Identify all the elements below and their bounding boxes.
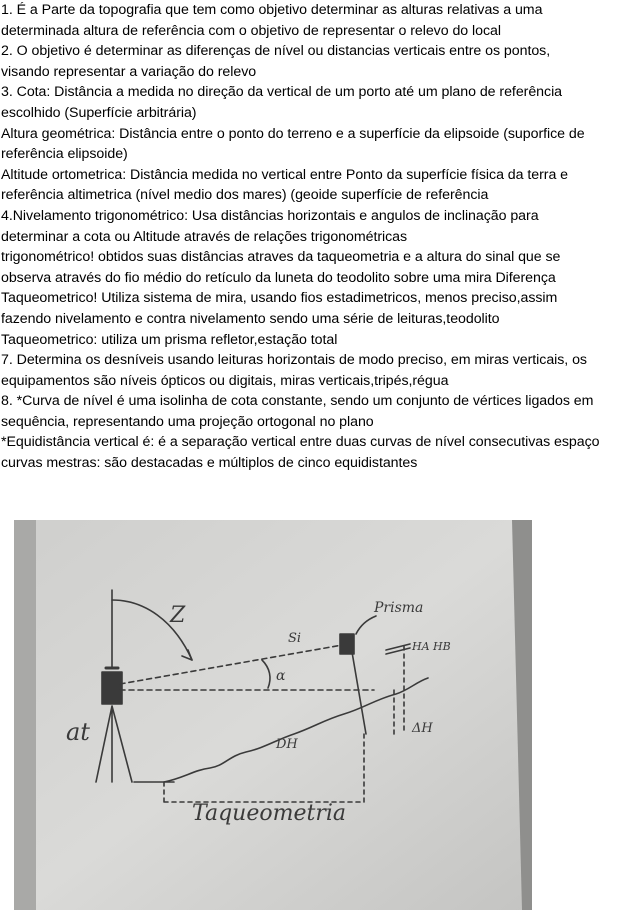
prism-icon (340, 634, 354, 654)
note-line: 3. Cota: Distância a medida no direção da vertical de um porto até um plano de referência (1, 84, 563, 101)
notes-text (1, 0, 625, 474)
note-line: 7. Determina os desníveis usando leituras horizontais de modo preciso, em miras verticais, os (1, 352, 587, 369)
note-line: Taqueometrico: utiliza um prisma refletor,estação total (1, 331, 338, 348)
angle-label: α (276, 668, 286, 684)
instrument-height-label: at (66, 718, 90, 746)
note-line: 4.Nivelamento trigonométrico: Usa distâncias horizontais e angulos de inclinação para (1, 207, 539, 224)
note-line: Taqueometrico! Utiliza sistema de mira, usando fios estadimetricos, menos preciso,assim (1, 290, 558, 307)
sketch-drawing (14, 520, 532, 910)
note-line: visando representar a variação do relevo (1, 63, 257, 80)
paper-shadow (14, 520, 36, 910)
note-line: 1. É a Parte da topografia que tem como objetivo determinar as alturas relativas a uma (1, 2, 543, 18)
theodolite-icon (102, 672, 122, 704)
height-difference-label: ΔH (412, 721, 433, 736)
note-line: Altitude ortometrica: Distância medida no vertical entre Ponto da superfície física da terra e (1, 166, 569, 183)
prism-label: Prisma (374, 600, 424, 616)
caption-label: Taqueometria (192, 801, 346, 826)
paper-background (14, 520, 532, 910)
note-line: referência elipsoide) (1, 146, 128, 163)
zenith-label: Z (170, 603, 186, 628)
signal-heights-label: HA HB (412, 640, 451, 653)
note-line: determinar a cota ou Altitude através de relações trigonométricas (1, 228, 408, 245)
note-line: Altura geométrica: Distância entre o ponto do terreno e a superfície da elipsoide (suporfice de (1, 125, 585, 142)
slope-distance-label: Si (288, 631, 302, 646)
note-line: curvas mestras: são destacadas e múltiplos de cinco equidistantes (1, 455, 418, 472)
note-line: sequência, representando uma projeção ortogonal no plano (1, 413, 374, 430)
note-line: observa através do fio médio do retículo da luneta do teodolito sobre uma mira Diferença (1, 269, 556, 286)
note-line: trigonométrico! obtidos suas distâncias atraves da taqueometria e a altura do sinal que se (1, 249, 561, 266)
note-line: referência altimetrica (nível medio dos mares) (geoide superfície de referência (1, 187, 489, 204)
note-line: *Equidistância vertical é: é a separação vertical entre duas curvas de nível consecutivas espaço (1, 434, 600, 451)
note-line: 2. O objetivo é determinar as diferenças de nível ou distancias verticais entre os pontos, (1, 43, 551, 60)
note-line: determinada altura de referência com o objetivo de representar o relevo do local (1, 22, 501, 39)
tacheometry-sketch-photo (14, 520, 532, 910)
note-line: escolhido (Superfície arbitrária) (1, 104, 197, 121)
note-line: 8. *Curva de nível é uma isolinha de cota constante, sendo um conjunto de vértices ligados em (1, 393, 594, 410)
horizontal-distance-label: DH (276, 737, 298, 752)
note-line: fazendo nivelamento e contra nivelamento sendo uma série de leituras,teodolito (1, 310, 500, 327)
note-line: equipamentos são níveis ópticos ou digitais, miras verticais,tripés,régua (1, 372, 449, 389)
